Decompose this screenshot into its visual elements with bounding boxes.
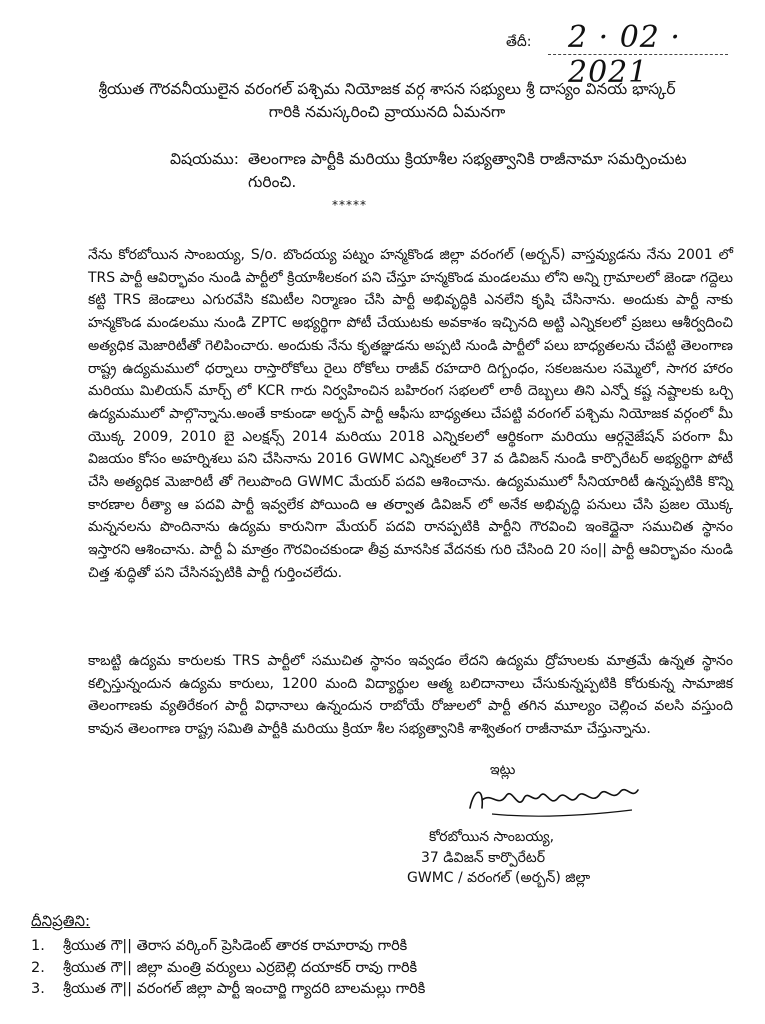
copy-to-heading: దీనిప్రతిని: — [31, 912, 91, 930]
copy-to-recipient: శ్రీయుత గౌ|| తెరాస వర్కింగ్ ప్రెసిడెంట్ తారక రామారావు గారికి — [63, 938, 408, 954]
salutation-line-2: గారికి నమస్కరించి వ్రాయునది ఏమనగా — [268, 103, 506, 121]
date-underline — [548, 54, 728, 56]
copy-to-item — [31, 936, 425, 958]
copy-to-number: 1. — [31, 938, 45, 954]
copy-to-number: 3. — [31, 981, 45, 997]
signoff: ఇట్లు — [490, 762, 516, 778]
body-paragraph-1: నేను కోరబోయిన సాంబయ్య, S/o. బొందయ్య పట్నం హన్మకొండ జిల్లా వరంగల్ (అర్బన్) వాస్తవ్యుడను నేను 2001 లో TRS పార్టీ ఆవిర్భావం నుండి పార్టీలో క్రియాశీలకంగ పని చేస్తూ హన్మకొండ మండలము లోని అన్ని గ్రామాలలో జెండా గద్దెలు కట్టి TRS జెండాలు ఎగురవేసి కమిటీల నిర్మాణం చేసి పార్టీ అభివృద్ధికి ఎనలేని కృషి చేసినాను. అందుకు పార్టీ నాకు హన్మకొండ మండలము నుండి ZPTC అభ్యర్థిగా పోటీ చేయుటకు అవకాశం ఇచ్చినది అట్టి ఎన్నికలలో ప్రజలు ఆశీర్వదించి అత్యధిక మెజారిటీతో గెలిపించారు. అందుకు నేను కృతజ్ఞుడను అప్పటి నుండి పార్టీలో పలు బాధ్యతలను చేపట్టి తెలంగాణ రాష్ట్ర ఉద్యమములో ధర్నాలు రాస్తారోకోలు రైలు రోకోలు రాజీవ్ రహదారి దిగ్బంధం, సకలజనుల సమ్మెలో, సాగర హారం మరియు మిలియన్ మార్చ్ లో KCR గారు నిర్వహించిన బహిరంగ సభలలో లాఠీ దెబ్బలు తిని ఎన్నో కష్ట నష్టాలకు ఒర్చి ఉద్యమములో పాల్గొన్నాను.అంతే కాకుండా అర్బన్ పార్టీ ఆఫీసు బాధ్యతలు చేపట్టి వరంగల్ పశ్చిమ నియోజక వర్గంలో మీ యొక్క 2009, 2010 బై ఎలక్షన్స్ 2014 మరియు 2018 ఎన్నికలలో ఆర్థికంగా మరియు ఆర్గనైజేషన్ పరంగా మీ విజయం కోసం అహర్నిశలు పని చేసినాను 2016 GWMC ఎన్నికలలో 37 వ డివిజన్ నుండి కార్పొరేటర్ అభ్యర్థిగా పోటీ చేసి అత్యధిక మెజారిటీ తో గెలుపొంది GWMC మేయర్ పదవి ఆశించాను. ఉద్యమములో సీనియారిటీ ఉన్నప్పటికి కొన్ని కారణాల రీత్యా ఆ పదవి పార్టీ ఇవ్వలేక పోయింది ఆ తర్వాత డివిజన్ లో అనేక అభివృద్ధి పనులు చేసి ప్రజల యొక్క మన్ననలను పొందినాను ఉద్యమ కారునిగా మేయర్ పదవి రానప్పటికి పార్టీని గౌరవించి ఇంకెద్దైనా సముచిత స్థానం ఇస్తారని ఆశించాను. పార్టీ ఏ మాత్రం గౌరవించకుండా తీవ్ర మానసిక వేదనకు గురి చేసింది 20 సం|| పార్టీ ఆవిర్భావం నుండి చిత్త శుద్ధితో పని చేసినప్పటికి పార్టీ గుర్తించలేదు. — [88, 247, 733, 581]
separator: ***** — [332, 198, 367, 212]
body-paragraph-2: కాబట్టి ఉద్యమ కారులకు TRS పార్టీలో సముచిత స్థానం ఇవ్వడం లేదని ఉద్యమ ద్రోహులకు మాత్రమే ఉన్నత స్థానం కల్పిస్తున్నందున ఉద్యమ కారులు, 1200 మంది విద్యార్థుల ఆత్మ బలిదానాలు చేసుకున్నప్పటికి కోరుకున్న సామాజిక తెలంగాణకు వ్యతిరేకంగ పార్టీ విధానాలు ఉన్నందున రాబోయే రోజులలో పార్టీ తగిన మూల్యం చెల్లించ వలసి వస్తుంది కావున తెలంగాణ రాష్ట్ర సమితి పార్టీకి మరియు క్రియా శీల సభ్యత్వానికి శాశ్వితంగ రాజీనామా చేస్తున్నాను. — [88, 653, 733, 738]
date-row — [460, 20, 750, 90]
copy-to-item — [31, 958, 425, 980]
signatory-organization: GWMC / వరంగల్ (అర్బన్) జిల్లా — [407, 870, 591, 886]
signatory-block — [407, 827, 590, 889]
copy-to-number: 2. — [31, 959, 45, 976]
copy-to-list — [31, 936, 425, 1001]
handwritten-signature — [462, 778, 652, 824]
subject-label: విషయము: — [170, 150, 239, 168]
copy-to-recipient: శ్రీయుత గౌ|| వరంగల్ జిల్లా పార్టీ ఇంచార్జి గ్యాదరి బాలమల్లు గారికి — [63, 981, 426, 997]
salutation — [22, 78, 752, 124]
subject-text: తెలంగాణ పార్టీకి మరియు క్రియాశీల సభ్యత్వానికి రాజీనామా సమర్పించుట గురించి. — [248, 150, 687, 191]
subject-block — [170, 148, 730, 194]
salutation-line-1: శ్రీయుత గౌరవనీయులైన వరంగల్ పశ్చిమ నియోజక వర్గ శాసన సభ్యులు శ్రీ దాస్యం వినయ భాస్కర్ — [98, 80, 676, 98]
signatory-designation: 37 డివిజన్ కార్పొరేటర్ — [421, 849, 546, 866]
copy-to-item — [31, 979, 425, 1001]
date-value: 2 · 02 · 2021 — [568, 20, 681, 90]
date-label: తేదీ: — [506, 34, 532, 50]
copy-to-recipient: శ్రీయుత గౌ|| జిల్లా మంత్రి వర్యులు ఎర్రబెల్లి దయాకర్ రావు గారికి — [63, 959, 418, 976]
signatory-name: కోరబోయిన సాంబయ్య, — [429, 829, 555, 845]
